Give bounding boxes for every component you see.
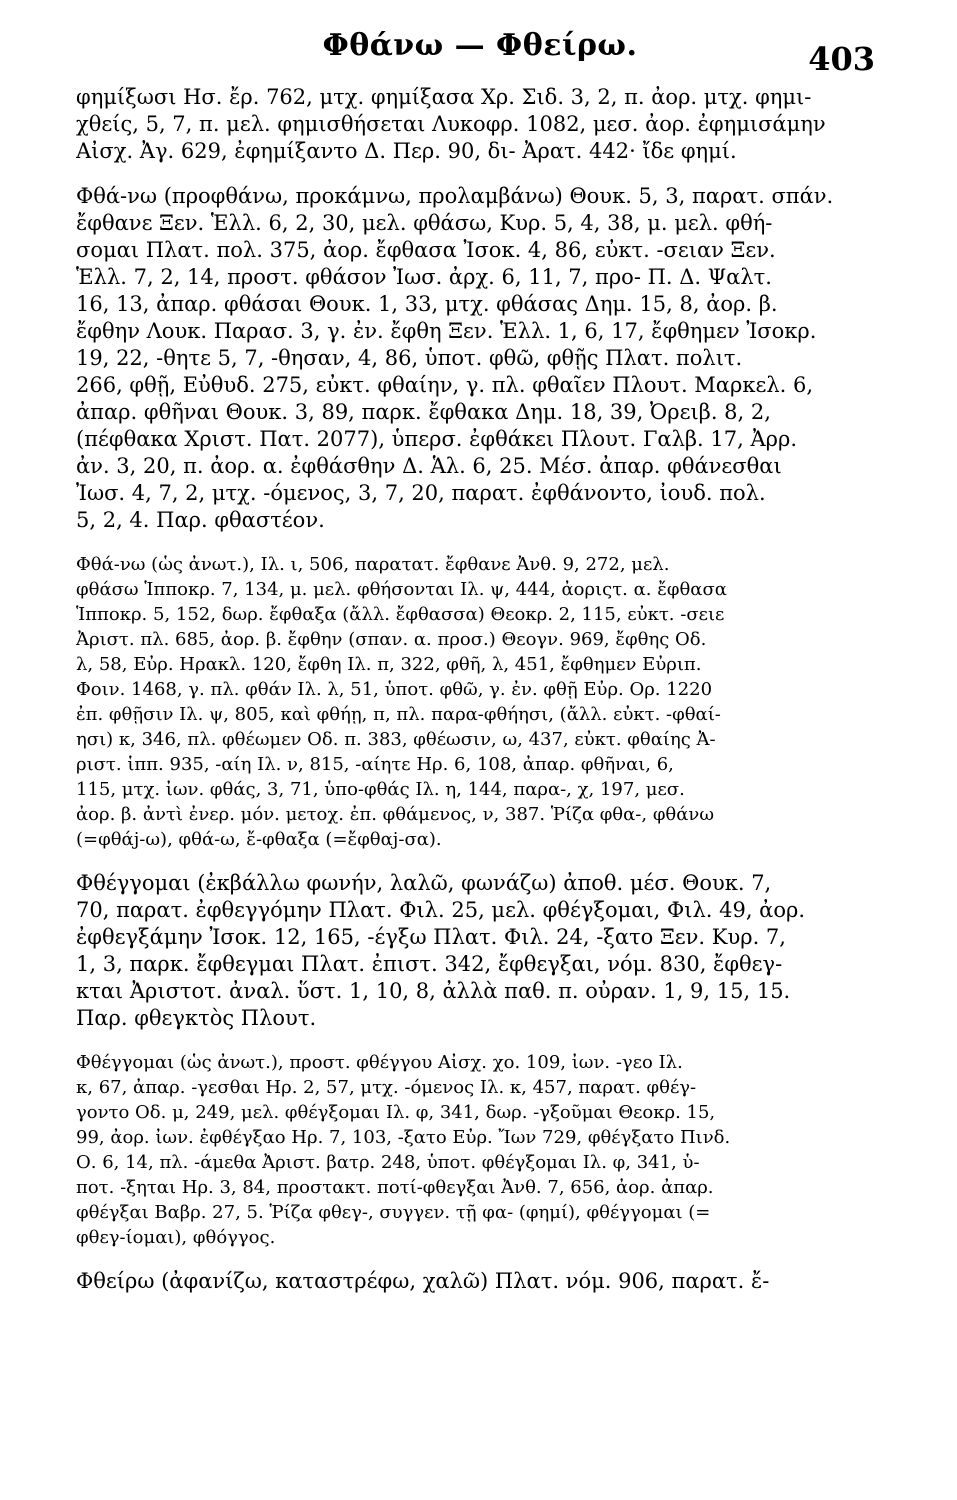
- entry-line: Φθά-νω (ὡς ἀνωτ.), Ιλ. ι, 506, παρατατ. ἔφθανε Ἀνθ. 9, 272, μελ.: [76, 554, 670, 575]
- entry-line: ἀορ. β. ἀντὶ ἐνερ. μόν. μετοχ. ἐπ. φθάμενος, ν, 387. Ῥίζα φθα-, φθάνω: [76, 804, 715, 825]
- entry-line: κται Ἀριστοτ. ἀναλ. ὕστ. 1, 10, 8, ἀλλὰ παθ. π. οὐραν. 1, 9, 15, 15.: [76, 979, 791, 1003]
- entry-line: ἀν. 3, 20, π. ἀορ. α. ἐφθάσθην Δ. Ἁλ. 6, 25. Μέσ. ἀπαρ. φθάνεσθαι: [76, 454, 782, 478]
- entry-line: 1, 3, παρκ. ἔφθεγμαι Πλατ. ἐπιστ. 342, ἔφθεγξαι, νόμ. 830, ἔφθεγ-: [76, 952, 783, 976]
- entry-line: Φθέγγομαι (ὡς ἀνωτ.), προστ. φθέγγου Αἰσχ. χο. 109, ἰων. -γεο Ιλ.: [76, 1052, 683, 1073]
- entry-line: Παρ. φθεγκτὸς Πλουτ.: [76, 1006, 317, 1030]
- entry-line: ἐφθεγξάμην Ἰσοκ. 12, 165, -έγξω Πλατ. Φιλ. 24, -ξατο Ξεν. Κυρ. 7,: [76, 925, 786, 949]
- entry-line: ποτ. -ξηται Ηρ. 3, 84, προστακτ. ποτί-φθεγξαι Ἀνθ. 7, 656, ἀορ. ἀπαρ.: [76, 1177, 714, 1198]
- entry-line: ἔφθανε Ξεν. Ἑλλ. 6, 2, 30, μελ. φθάσω, Κυρ. 5, 4, 38, μ. μελ. φθή-: [76, 211, 773, 235]
- entry-line: 99, ἀορ. ἰων. ἐφθέγξαο Ηρ. 7, 103, -ξατο Εὐρ. Ἴων 729, φθέγξατο Πινδ.: [76, 1127, 731, 1148]
- entry-line: 16, 13, ἀπαρ. φθάσαι Θουκ. 1, 33, μτχ. φθάσας Δημ. 15, 8, ἀορ. β.: [76, 292, 778, 316]
- entry-line: ἔφθην Λουκ. Παρασ. 3, γ. ἐν. ἔφθη Ξεν. Ἑλλ. 1, 6, 17, ἔφθημεν Ἰσοκρ.: [76, 319, 817, 343]
- entry-line: 19, 22, -θητε 5, 7, -θησαν, 4, 86, ὑποτ. φθῶ, φθῇς Πλατ. πολιτ.: [76, 346, 743, 370]
- entry-line: φθέγξαι Βαβρ. 27, 5. Ῥίζα φθεγ-, συγγεν. τῇ φα- (φημί), φθέγγομαι (=: [76, 1202, 711, 1223]
- running-head: Φθάνω — Φθείρω.: [322, 28, 638, 63]
- entry-line: Φοιν. 1468, γ. πλ. φθάν Ιλ. λ, 51, ὑποτ. φθῶ, γ. ἐν. φθῇ Εὐρ. Ορ. 1220: [76, 679, 713, 700]
- entry-line: φημίξωσι Ησ. ἔρ. 762, μτχ. φημίξασα Χρ. Σιδ. 3, 2, π. ἀορ. μτχ. φημι-: [76, 85, 812, 109]
- dialect-entry: [76, 552, 882, 852]
- entry-line: Ἱπποκρ. 5, 152, δωρ. ἔφθαξα (ἄλλ. ἔφθασσα) Θεοκρ. 2, 115, εὐκτ. -σειε: [76, 604, 725, 625]
- page-number: 403: [808, 40, 875, 78]
- entry-line: 115, μτχ. ἰων. φθάς, 3, 71, ὑπο-φθάς Ιλ. η, 144, παρα-, χ, 197, μεσ.: [76, 779, 685, 800]
- dialect-entry: [76, 1050, 882, 1250]
- entry-line: κ, 67, ἀπαρ. -γεσθαι Ηρ. 2, 57, μτχ. -όμενος Ιλ. κ, 457, παρατ. φθέγ-: [76, 1077, 697, 1098]
- entry-line: Φθέγγομαι (ἐκβάλλω φωνήν, λαλῶ, φωνάζω) ἀποθ. μέσ. Θουκ. 7,: [76, 871, 772, 895]
- entry-line: 266, φθῇ, Εὐθυδ. 275, εὐκτ. φθαίην, γ. πλ. φθαῖεν Πλουτ. Μαρκελ. 6,: [76, 373, 814, 397]
- entry-line: σομαι Πλατ. πολ. 375, ἀορ. ἔφθασα Ἰσοκ. 4, 86, εὐκτ. -σειαν Ξεν.: [76, 238, 776, 262]
- entry-line: φθεγ-ίομαι), φθόγγος.: [76, 1227, 276, 1248]
- entry-line: ἐπ. φθῇσιν Ιλ. ψ, 805, καὶ φθήῃ, π, πλ. παρα-φθήησι, (ἄλλ. εὐκτ. -φθαί-: [76, 704, 721, 725]
- entry-line: ησι) κ, 346, πλ. φθέωμεν Οδ. π. 383, φθέωσιν, ω, 437, εὐκτ. φθαίης Ἀ-: [76, 729, 716, 750]
- lemma-entry: [76, 84, 882, 165]
- entry-line: 70, παρατ. ἐφθεγγόμην Πλατ. Φιλ. 25, μελ. φθέγξομαι, Φιλ. 49, ἀορ.: [76, 898, 806, 922]
- lemma-entry: [76, 1268, 882, 1295]
- entry-line: γοντο Οδ. μ, 249, μελ. φθέγξομαι Ιλ. φ, 341, δωρ. -γξοῦμαι Θεοκρ. 15,: [76, 1102, 716, 1123]
- entry-line: (=φθάj-ω), φθά-ω, ἔ-φθαξα (=ἔφθαj-σα).: [76, 829, 442, 850]
- entry-line: ριστ. ἱππ. 935, -αίη Ιλ. ν, 815, -αίητε Ηρ. 6, 108, ἀπαρ. φθῆναι, 6,: [76, 754, 674, 775]
- entry-line: 5, 2, 4. Παρ. φθαστέον.: [76, 508, 325, 532]
- entry-line: φθάσω Ἱπποκρ. 7, 134, μ. μελ. φθήσονται Ιλ. ψ, 444, ἀοριςτ. α. ἔφθασα: [76, 579, 727, 600]
- entry-line: Ἰωσ. 4, 7, 2, μτχ. -όμενος, 3, 7, 20, παρατ. ἐφθάνοντο, ἰουδ. πολ.: [76, 481, 766, 505]
- lemma-entry: [76, 870, 882, 1032]
- entry-line: χθείς, 5, 7, π. μελ. φημισθήσεται Λυκοφρ. 1082, μεσ. ἀορ. ἐφημισάμην: [76, 112, 826, 136]
- entries-body: [76, 84, 882, 1313]
- entry-line: Ο. 6, 14, πλ. -άμεθα Ἀριστ. βατρ. 248, ὑποτ. φθέγξομαι Ιλ. φ, 341, ὑ-: [76, 1152, 700, 1173]
- entry-line: Αἰσχ. Ἀγ. 629, ἐφημίξαντο Δ. Περ. 90, δι- Ἀρατ. 442· ἴδε φημί.: [76, 139, 737, 163]
- entry-line: Ἑλλ. 7, 2, 14, προστ. φθάσον Ἰωσ. ἀρχ. 6, 11, 7, προ- Π. Δ. Ψαλτ.: [76, 265, 772, 289]
- entry-line: Φθείρω (ἀφανίζω, καταστρέφω, χαλῶ) Πλατ. νόμ. 906, παρατ. ἔ-: [76, 1269, 770, 1293]
- entry-line: (πέφθακα Χριστ. Πατ. 2077), ὑπερσ. ἐφθάκει Πλουτ. Γαλβ. 17, Ἀρρ.: [76, 427, 798, 451]
- entry-line: Ἀριστ. πλ. 685, ἀορ. β. ἔφθην (σπαν. α. προσ.) Θεογν. 969, ἔφθης Οδ.: [76, 629, 707, 650]
- entry-line: ἀπαρ. φθῆναι Θουκ. 3, 89, παρκ. ἔφθακα Δημ. 18, 39, Ὀρειβ. 8, 2,: [76, 400, 771, 424]
- entry-line: Φθά-νω (προφθάνω, προκάμνω, προλαμβάνω) Θουκ. 5, 3, παρατ. σπάν.: [76, 184, 834, 208]
- entry-line: λ, 58, Εὐρ. Ηρακλ. 120, ἔφθη Ιλ. π, 322, φθῆ, λ, 451, ἔφθημεν Εὐριπ.: [76, 654, 702, 675]
- lemma-entry: [76, 183, 882, 534]
